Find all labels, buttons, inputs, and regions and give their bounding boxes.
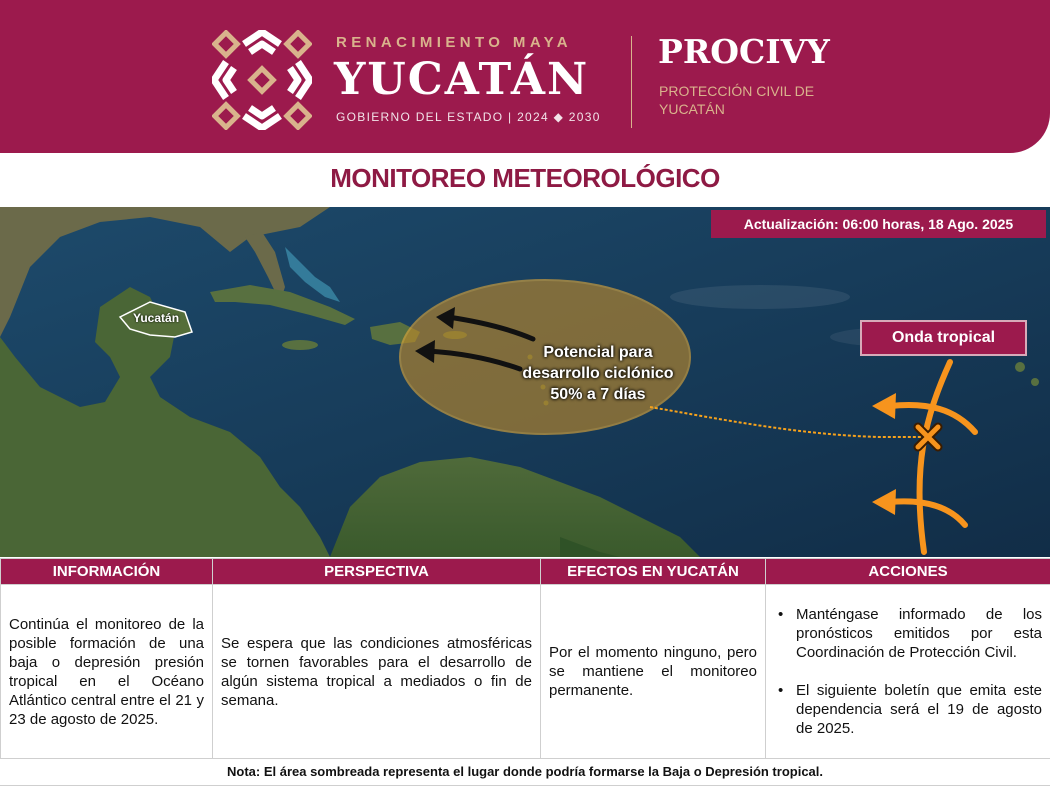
header-divider — [631, 36, 632, 128]
brand-tagline: RENACIMIENTO MAYA — [336, 34, 572, 51]
list-item: • Manténgase informado de los pronósticos emitidos por esta Coordinación de Protección Civil. — [774, 605, 1042, 662]
brand-name: YUCATÁN — [334, 54, 590, 105]
header-efectos: EFECTOS EN YUCATÁN — [541, 559, 766, 585]
header-acciones: ACCIONES — [766, 559, 1050, 585]
footnote: Nota: El área sombreada representa el lugar donde podría formarse la Baja o Depresión tropical. — [0, 759, 1050, 786]
acciones-cell — [766, 585, 1050, 759]
acciones-list — [774, 605, 1042, 738]
efectos-cell: Por el momento ninguno, pero se mantiene el monitoreo permanente. — [541, 585, 766, 759]
maya-pattern-icon — [212, 30, 312, 130]
tropical-wave-label: Onda tropical — [860, 320, 1027, 356]
header-perspectiva: PERSPECTIVA — [213, 559, 541, 585]
list-item: • El siguiente boletín que emita este dependencia será el 19 de agosto de 2025. — [774, 681, 1042, 738]
header-informacion: INFORMACIÓN — [1, 559, 213, 585]
org-subtitle: PROTECCIÓN CIVIL DE YUCATÁN — [659, 83, 815, 117]
brand-government: GOBIERNO DEL ESTADO | 2024 ◆ 2030 — [336, 110, 601, 124]
perspectiva-cell: Se espera que las condiciones atmosféricas se tornen favorables para el desarrollo de algún sistema tropical a mediados o fin de semana. — [213, 585, 541, 759]
yucatan-label: Yucatán — [133, 311, 180, 325]
table-row — [1, 585, 1050, 759]
info-table — [0, 558, 1050, 759]
informacion-cell: Continúa el monitoreo de la posible formación de una baja o depresión presión tropical en el Océano Atlántico central entre el 21 y 23 de agosto de 2025. — [1, 585, 213, 759]
header-banner — [0, 0, 1050, 153]
page-title: MONITOREO METEOROLÓGICO — [330, 163, 720, 193]
org-name: PROCIVY — [658, 32, 830, 71]
table-header-row — [1, 559, 1050, 585]
update-badge: Actualización: 06:00 horas, 18 Ago. 2025 — [711, 210, 1046, 238]
cyclonic-potential-label: Potencial para desarrollo ciclónico 50% a 7 días — [522, 344, 674, 403]
